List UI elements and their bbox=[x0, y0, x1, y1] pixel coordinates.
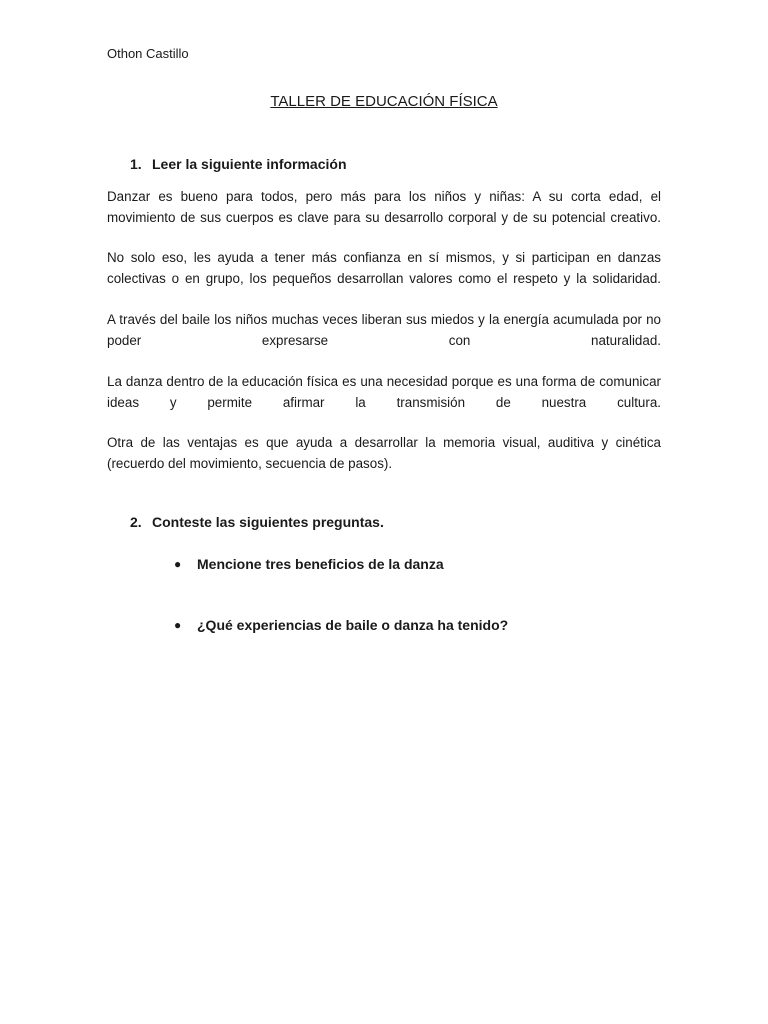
paragraph-2: No solo eso, les ayuda a tener más confianza en sí mismos, y si participan en danzas colectivas o en grupo, los pequeños desarrollan valores como el respeto y la solidaridad. bbox=[107, 250, 661, 286]
section-2-number: 2. bbox=[130, 514, 142, 530]
document-title: TALLER DE EDUCACIÓN FÍSICA bbox=[270, 93, 498, 110]
paragraph-4: La danza dentro de la educación física es una necesidad porque es una forma de comunicar ideas y permite afirmar la transmisión de nuestra cultura. bbox=[107, 374, 661, 410]
section-1-heading-text: Leer la siguiente información bbox=[152, 156, 347, 172]
section-2-heading bbox=[130, 514, 384, 530]
author-name: Othon Castillo bbox=[107, 46, 189, 61]
section-1-number: 1. bbox=[130, 156, 142, 172]
question-2 bbox=[174, 617, 508, 633]
section-2-heading-text: Conteste las siguientes preguntas. bbox=[152, 514, 384, 530]
paragraph-1: Danzar es bueno para todos, pero más para los niños y niñas: A su corta edad, el movimiento de sus cuerpos es clave para su desarrollo corporal y de su potencial creativo. bbox=[107, 189, 661, 225]
bullet-icon: ● bbox=[174, 557, 182, 571]
bullet-icon: ● bbox=[174, 618, 182, 632]
section-1-heading bbox=[130, 156, 347, 172]
question-1-text: Mencione tres beneficios de la danza bbox=[197, 556, 444, 572]
paragraph-3: A través del baile los niños muchas veces liberan sus miedos y la energía acumulada por no poder expresarse con naturalidad. bbox=[107, 312, 661, 348]
question-2-text: ¿Qué experiencias de baile o danza ha tenido? bbox=[197, 617, 509, 633]
question-1 bbox=[174, 556, 444, 572]
paragraph-5: Otra de las ventajas es que ayuda a desarrollar la memoria visual, auditiva y cinética (recuerdo del movimiento, secuencia de pasos). bbox=[107, 435, 661, 471]
